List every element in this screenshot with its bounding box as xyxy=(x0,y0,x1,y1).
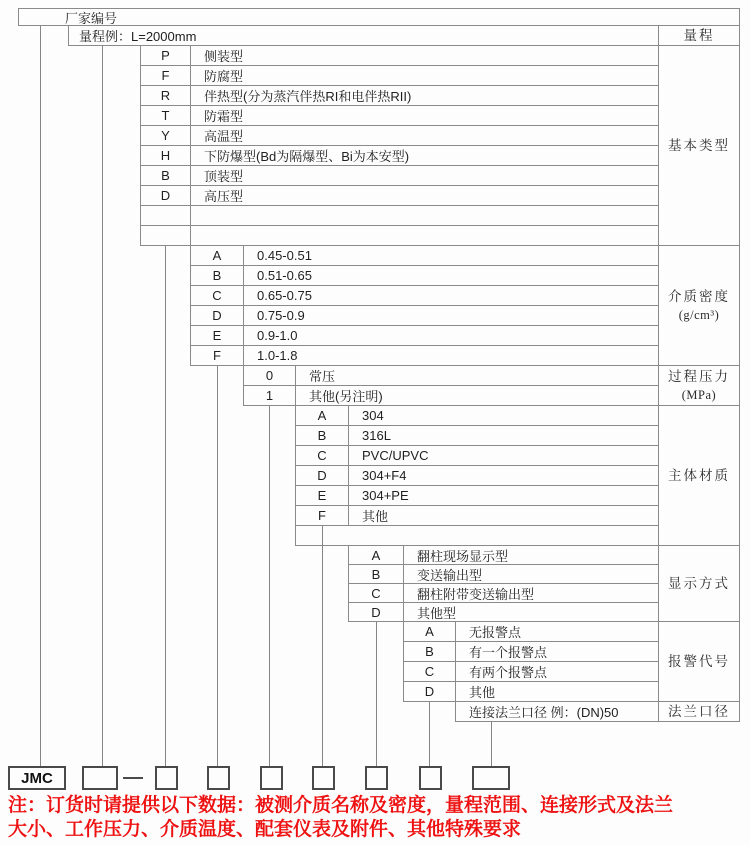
label-display: 显示方式 xyxy=(658,546,740,622)
code-cell: F xyxy=(296,506,349,525)
table-row xyxy=(190,346,658,366)
desc-cell: 有两个报警点 xyxy=(469,665,548,680)
table-row xyxy=(403,642,658,662)
model-code-box-density xyxy=(207,766,230,790)
code-cell: C xyxy=(404,662,456,681)
table-row xyxy=(243,386,658,406)
code-cell: C xyxy=(296,446,349,465)
model-code-box-display xyxy=(365,766,388,790)
code-cell: D xyxy=(296,466,349,485)
label-alarm: 报警代号 xyxy=(658,622,740,702)
dash-separator xyxy=(123,777,143,779)
desc-cell: 翻柱现场显示型 xyxy=(417,548,509,564)
desc-cell: 其他型 xyxy=(417,605,457,621)
code-cell: Y xyxy=(141,126,191,145)
table-row xyxy=(403,682,658,702)
label-flange: 法兰口径 xyxy=(658,702,740,722)
table-row xyxy=(403,622,658,642)
code-cell: A xyxy=(404,622,456,641)
section-display xyxy=(348,546,658,622)
section-pressure xyxy=(243,366,658,406)
connector-range xyxy=(102,46,103,766)
connector-alarm xyxy=(429,702,430,766)
code-cell: A xyxy=(191,246,244,265)
table-row xyxy=(348,565,658,584)
factory-number-label: 厂家编号 xyxy=(65,10,118,26)
model-code-box-flange xyxy=(472,766,510,790)
desc-cell: 0.65-0.75 xyxy=(257,288,312,303)
desc-cell: 连接法兰口径 例：(DN)50 xyxy=(469,705,619,720)
table-row xyxy=(140,86,658,106)
table-row xyxy=(190,286,658,306)
desc-cell: 1.0-1.8 xyxy=(257,348,298,363)
range-example-text: 量程例：L=2000mm xyxy=(79,29,197,44)
model-code-box-pressure xyxy=(260,766,283,790)
table-row xyxy=(295,486,658,506)
model-code-box-range xyxy=(82,766,118,790)
desc-cell: 顶装型 xyxy=(204,169,244,184)
table-row xyxy=(403,662,658,682)
connector-factory-number xyxy=(40,26,41,766)
section-density xyxy=(190,246,658,366)
desc-cell: PVC/UPVC xyxy=(362,448,429,463)
table-row xyxy=(455,702,658,722)
code-cell: C xyxy=(191,286,244,305)
order-note xyxy=(8,794,738,842)
desc-cell: 防腐型 xyxy=(204,69,244,84)
table-row xyxy=(140,106,658,126)
table-row-empty xyxy=(140,206,658,226)
table-row xyxy=(140,66,658,86)
code-cell: T xyxy=(141,106,191,125)
table-row xyxy=(348,603,658,622)
connector-density xyxy=(217,366,218,766)
table-row xyxy=(190,246,658,266)
factory-number-cell xyxy=(18,8,740,26)
desc-cell: 侧装型 xyxy=(204,49,244,64)
table-row xyxy=(295,466,658,486)
desc-cell: 有一个报警点 xyxy=(469,645,548,660)
section-flange xyxy=(455,702,658,722)
table-row xyxy=(348,546,658,565)
desc-cell: 其他 xyxy=(469,685,496,700)
desc-cell: 高压型 xyxy=(204,189,244,204)
code-cell: D xyxy=(191,306,244,325)
code-cell: D xyxy=(349,603,404,621)
model-prefix-box: JMC xyxy=(8,766,66,790)
table-row-empty xyxy=(140,226,658,246)
table-row xyxy=(295,406,658,426)
table-row xyxy=(140,186,658,206)
desc-cell: 常压 xyxy=(309,369,336,384)
connector-flange xyxy=(491,722,492,766)
table-row xyxy=(295,426,658,446)
code-cell: R xyxy=(141,86,191,105)
desc-cell: 0.9-1.0 xyxy=(257,328,298,343)
code-cell: P xyxy=(141,46,191,65)
code-cell: B xyxy=(191,266,244,285)
desc-cell: 其他(另注明) xyxy=(309,389,383,404)
desc-cell: 翻柱附带变送输出型 xyxy=(417,586,535,602)
code-cell xyxy=(141,226,191,245)
desc-cell: 下防爆型(Bd为隔爆型、Bi为本安型) xyxy=(204,149,410,164)
code-cell: 0 xyxy=(244,366,296,385)
table-row xyxy=(140,126,658,146)
table-row xyxy=(348,584,658,603)
code-cell: D xyxy=(404,682,456,701)
desc-cell: 变送输出型 xyxy=(417,567,483,583)
code-cell: B xyxy=(349,565,404,583)
connector-material xyxy=(322,526,323,766)
connector-basic-type xyxy=(165,246,166,766)
label-density: 介质密度 (g/cm³) xyxy=(658,246,740,366)
table-row xyxy=(190,306,658,326)
desc-cell: 防霜型 xyxy=(204,109,244,124)
code-cell: A xyxy=(296,406,349,425)
table-row xyxy=(295,446,658,466)
desc-cell: 316L xyxy=(362,428,391,443)
desc-cell: 其他 xyxy=(362,509,389,524)
order-note-line1: 注：订货时请提供以下数据：被测介质名称及密度，量程范围、连接形式及法兰 xyxy=(8,795,674,816)
label-basic-type: 基本类型 xyxy=(658,46,740,246)
code-cell: F xyxy=(141,66,191,85)
desc-cell: 伴热型(分为蒸汽伴热RI和电伴热RII) xyxy=(204,89,412,104)
code-cell: D xyxy=(141,186,191,205)
table-row xyxy=(295,506,658,526)
table-row xyxy=(140,46,658,66)
desc-cell: 0.51-0.65 xyxy=(257,268,312,283)
desc-cell: 无报警点 xyxy=(469,625,522,640)
label-material: 主体材质 xyxy=(658,406,740,546)
table-row xyxy=(140,166,658,186)
table-row xyxy=(190,266,658,286)
section-material xyxy=(295,406,658,546)
code-cell: B xyxy=(141,166,191,185)
section-alarm xyxy=(403,622,658,702)
code-cell xyxy=(141,206,191,225)
code-cell: H xyxy=(141,146,191,165)
table-row xyxy=(140,146,658,166)
desc-cell: 304+PE xyxy=(362,488,409,503)
code-cell: B xyxy=(404,642,456,661)
label-range: 量程 xyxy=(658,26,740,46)
code-cell: A xyxy=(349,546,404,564)
range-example-cell xyxy=(68,26,658,46)
code-cell: F xyxy=(191,346,244,365)
table-row xyxy=(243,366,658,386)
desc-cell: 0.75-0.9 xyxy=(257,308,305,323)
table-row xyxy=(190,326,658,346)
connector-pressure xyxy=(269,406,270,766)
desc-cell: 304 xyxy=(362,408,384,423)
label-pressure: 过程压力 (MPa) xyxy=(658,366,740,406)
code-cell: E xyxy=(191,326,244,345)
connector-display xyxy=(376,622,377,766)
model-code-box-alarm xyxy=(419,766,442,790)
desc-cell: 高温型 xyxy=(204,129,244,144)
code-cell: 1 xyxy=(244,386,296,405)
model-code-box-material xyxy=(312,766,335,790)
code-cell: B xyxy=(296,426,349,445)
code-cell: E xyxy=(296,486,349,505)
section-basic-type xyxy=(140,46,658,246)
table-row-empty xyxy=(295,526,658,546)
desc-cell: 304+F4 xyxy=(362,468,407,483)
order-note-line2: 大小、工作压力、介质温度、配套仪表及附件、其他特殊要求 xyxy=(8,819,522,840)
model-code-box-basic-type xyxy=(155,766,178,790)
code-cell: C xyxy=(349,584,404,602)
desc-cell: 0.45-0.51 xyxy=(257,248,312,263)
